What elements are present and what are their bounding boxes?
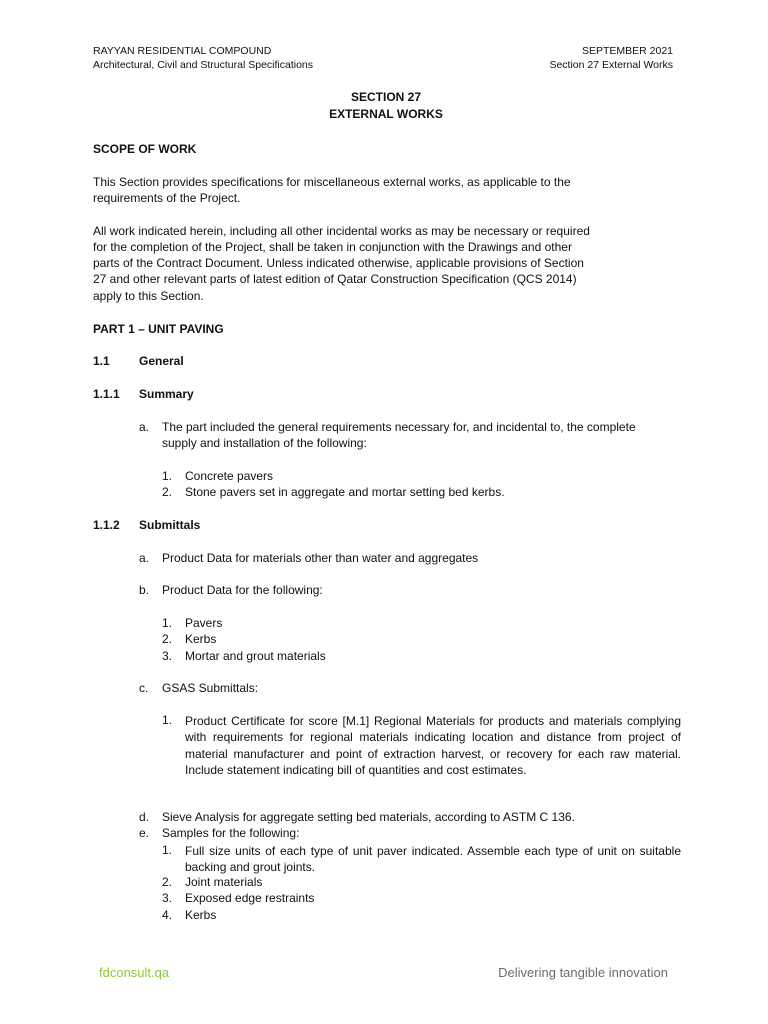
submittal-c1-marker: 1. [162,713,173,727]
section-number: SECTION 27 [350,90,422,104]
section-1-1-title: General [139,354,184,368]
scope-para2-line5: apply to this Section. [93,289,204,303]
section-1-1-1-number: 1.1.1 [93,387,120,401]
footer-tagline: Delivering tangible innovation [498,965,668,980]
section-1-1-2-number: 1.1.2 [93,518,120,532]
scope-para2-line3: parts of the Contract Document. Unless indicated otherwise, applicable provisions of Section [93,256,584,270]
submittal-b-text: Product Data for the following: [162,583,323,597]
submittal-b-item-number: 2. [162,632,173,646]
submittal-a-marker: a. [139,551,150,565]
header-project: RAYYAN RESIDENTIAL COMPOUND [93,45,272,57]
section-1-1-2-title: Submittals [139,518,201,532]
submittal-b-marker: b. [139,583,150,597]
header-date: SEPTEMBER 2021 [581,45,673,57]
scope-heading: SCOPE OF WORK [93,142,197,156]
header-section-ref: Section 27 External Works [549,59,673,71]
scope-para2-line4: 27 and other relevant parts of latest edition of Qatar Construction Specification (QCS 2014) [93,272,577,286]
summary-a-line2: supply and installation of the following: [162,436,367,450]
scope-para1-line2: requirements of the Project. [93,191,241,205]
submittal-e-text: Samples for the following: [162,826,300,840]
footer-website-link[interactable]: fdconsult.qa [99,965,170,980]
submittal-c-text: GSAS Submittals: [162,681,259,695]
part1-heading: PART 1 – UNIT PAVING [93,322,224,336]
section-title: EXTERNAL WORKS [329,107,443,121]
submittal-d-marker: d. [139,810,150,824]
submittal-b-item: Pavers [185,616,223,630]
submittal-b-item-number: 3. [162,649,173,663]
section-1-1-number: 1.1 [93,354,110,368]
submittal-c1-text: Product Certificate for score [M.1] Regional Materials for products and materials complying with requirements for regional materials indicating location and distance from project of material manufacturer and point of extraction harvest, or recovery for each raw material. Include statement indicating bill of quantities and cost estimates. [185,714,681,778]
summary-item-number: 1. [162,469,173,483]
submittal-b-item: Mortar and grout materials [185,649,326,663]
summary-item-number: 2. [162,485,173,499]
submittal-e-item-number: 4. [162,908,173,922]
scope-para2-line2: for the completion of the Project, shall be taken in conjunction with the Drawings and other [93,240,572,254]
submittal-e-item-number: 2. [162,875,173,889]
submittal-b-item-number: 1. [162,616,173,630]
summary-item: Stone pavers set in aggregate and mortar setting bed kerbs. [185,485,505,499]
header-spec-title: Architectural, Civil and Structural Specifications [93,59,314,71]
submittal-d-text: Sieve Analysis for aggregate setting bed materials, according to ASTM C 136. [162,810,575,824]
summary-a-marker: a. [139,420,150,434]
submittal-e1-text: Full size units of each type of unit paver indicated. Assemble each type of unit on suitable backing and grout joints. [185,844,681,875]
submittal-e-item: Kerbs [185,908,217,922]
summary-item: Concrete pavers [185,469,274,483]
submittal-c-marker: c. [139,681,149,695]
scope-para2-line1: All work indicated herein, including all other incidental works as may be necessary or required [93,224,590,238]
submittal-b-item: Kerbs [185,632,217,646]
submittal-e-item: Exposed edge restraints [185,891,315,905]
summary-a-line1: The part included the general requirements necessary for, and incidental to, the complete [162,420,636,434]
scope-para1-line1: This Section provides specifications for miscellaneous external works, as applicable to the [93,175,571,189]
submittal-e-marker: e. [139,826,150,840]
submittal-e1-marker: 1. [162,843,173,857]
submittal-a-text: Product Data for materials other than water and aggregates [162,551,479,565]
section-1-1-1-title: Summary [139,387,194,401]
submittal-e-item-number: 3. [162,891,173,905]
submittal-e-item: Joint materials [185,875,263,889]
